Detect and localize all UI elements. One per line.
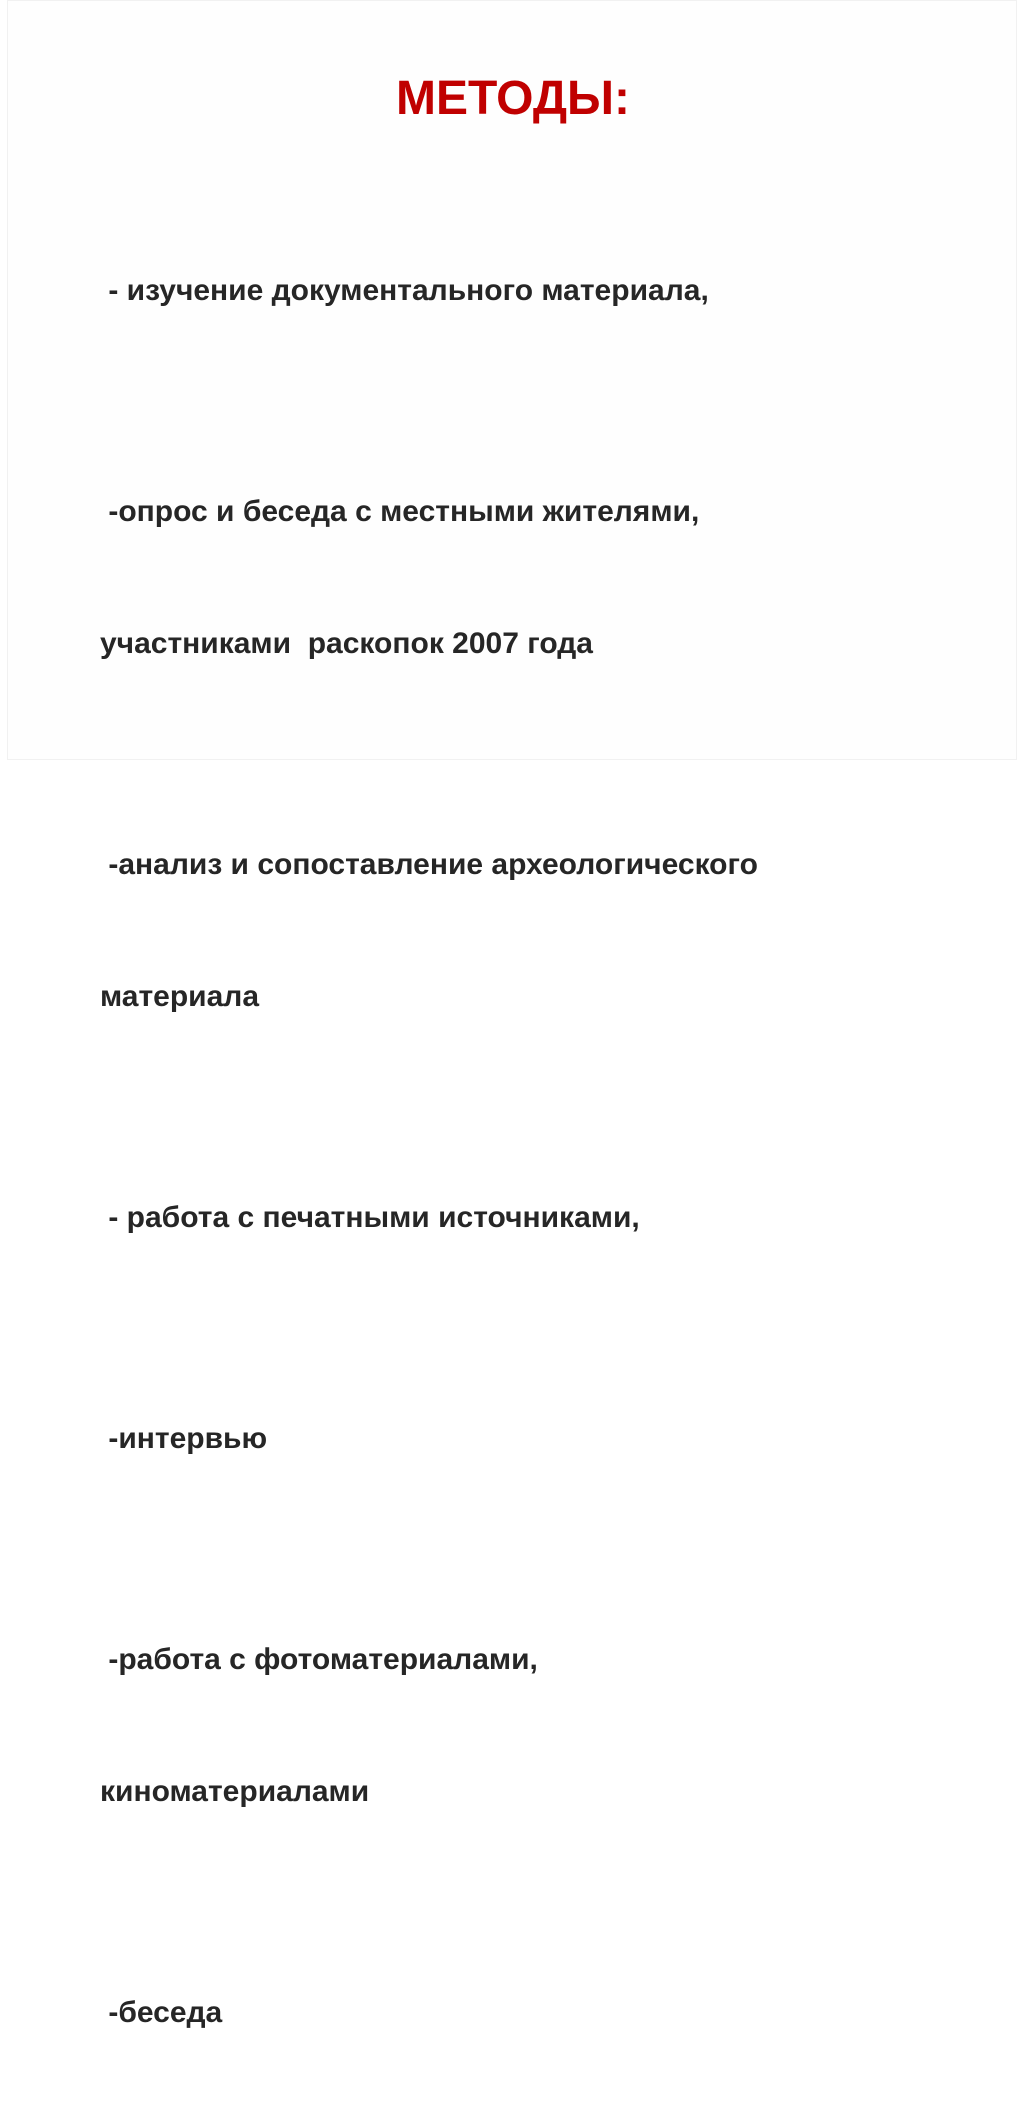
slide [7,0,1017,2029]
method-item-line: -опрос и беседа с местными жителями, [100,495,700,528]
method-item-line: - изучение документального материала, [100,274,709,307]
method-item-line: участниками раскопок 2007 года [100,627,593,660]
method-item-line: -интервью [100,1422,268,1455]
method-item-conversation [100,1903,980,2123]
method-item-interview [100,1329,980,1549]
method-item-photo-film [100,1550,980,1902]
slide-title: МЕТОДЫ: [396,72,630,125]
method-item-line: материала [100,980,260,1013]
method-item-line: -анализ и сопоставление археологического [100,848,758,881]
method-item-document-study [100,181,980,401]
method-item-line: -беседа [100,1996,223,2029]
method-item-printed-sources [100,1108,980,1328]
method-item-line: -работа с фотоматериалами, [100,1643,538,1676]
method-item-survey [100,402,980,754]
method-item-line: - работа с печатными источниками, [100,1201,640,1234]
methods-list [100,181,980,2124]
method-item-line: киноматериалами [100,1775,370,1808]
method-item-analysis [100,755,980,1107]
